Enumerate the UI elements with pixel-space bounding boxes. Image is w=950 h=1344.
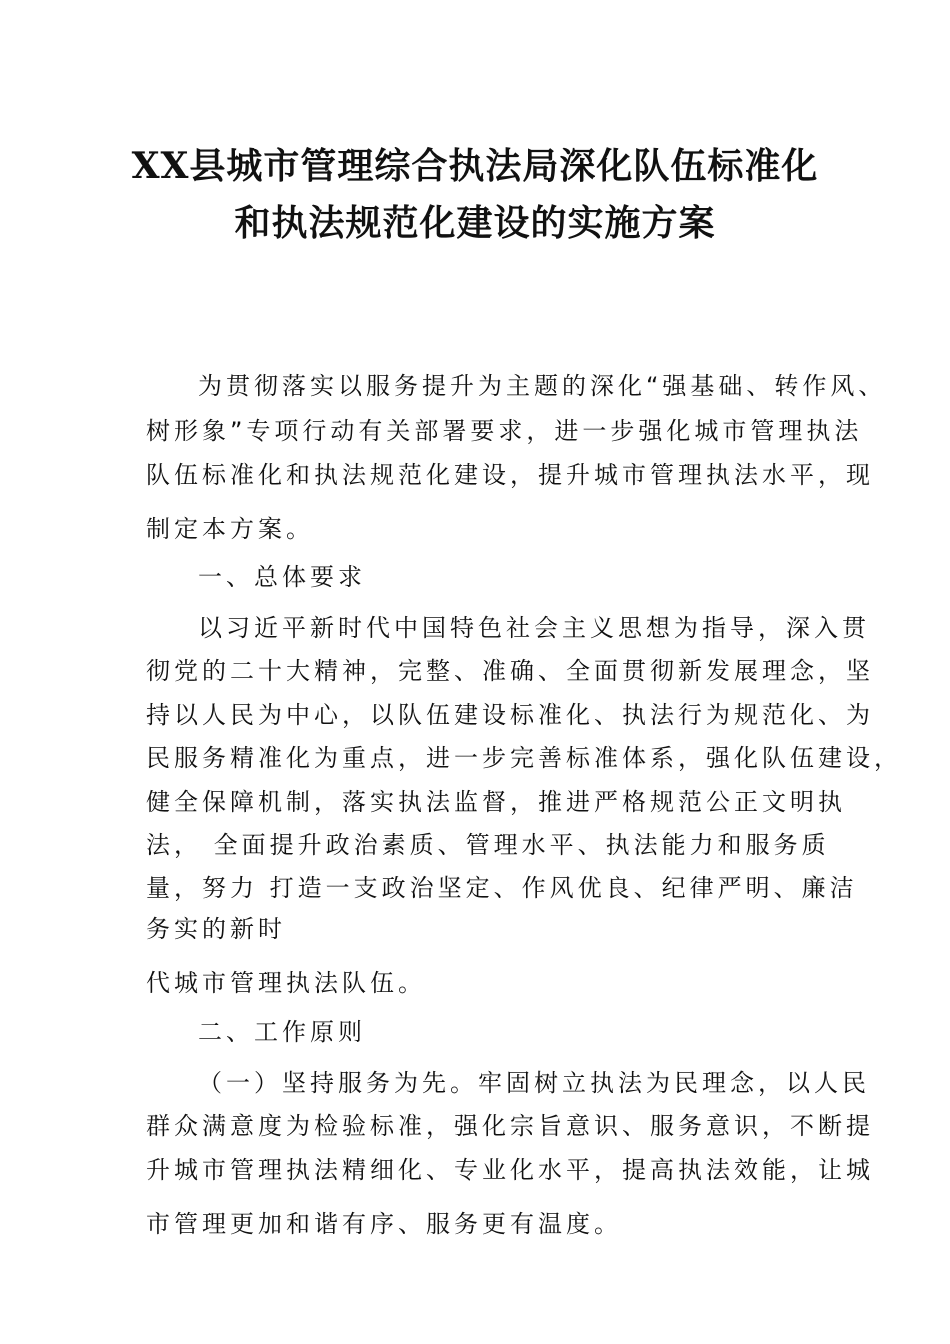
body-line-17: 群众满意度为检验标准，强化宗旨意识、服务意识，不断提	[146, 1112, 874, 1140]
body-line-2: 树形象”专项行动有关部署要求，进一步强化城市管理执法	[146, 417, 863, 445]
body-line-4: 制定本方案。	[146, 515, 314, 543]
body-line-10: 健全保障机制，落实执法监督，推进严格规范公正文明执	[146, 788, 846, 816]
body-line-1: 为贯彻落实以服务提升为主题的深化“强基础、转作风、	[198, 372, 887, 400]
body-line-12: 量，努力 打造一支政治坚定、作风优良、纪律严明、廉洁	[146, 874, 858, 902]
body-line-11: 法， 全面提升政治素质、管理水平、执法能力和服务质	[146, 831, 830, 859]
body-line-6: 以习近平新时代中国特色社会主义思想为指导，深入贯	[198, 614, 870, 642]
body-line-19: 市管理更加和谐有序、服务更有温度。	[146, 1210, 622, 1238]
body-line-8: 持以人民为中心，以队伍建设标准化、执法行为规范化、为	[146, 701, 874, 729]
body-line-7: 彻党的二十大精神，完整、准确、全面贯彻新发展理念，坚	[146, 657, 874, 685]
section-heading-1: 一、总体要求	[198, 563, 366, 591]
body-line-18: 升城市管理执法精细化、专业化水平，提高执法效能，让城	[146, 1156, 874, 1184]
body-line-14: 代城市管理执法队伍。	[146, 969, 426, 997]
document-title-line-1: XX县城市管理综合执法局深化队伍标准化	[131, 145, 819, 187]
document-title-line-2: 和执法规范化建设的实施方案	[234, 202, 716, 244]
body-line-3: 队伍标准化和执法规范化建设，提升城市管理执法水平，现	[146, 461, 874, 489]
body-line-16: （一）坚持服务为先。牢固树立执法为民理念，以人民	[198, 1069, 870, 1097]
section-heading-2: 二、工作原则	[198, 1018, 366, 1046]
body-line-9: 民服务精准化为重点，进一步完善标准体系，强化队伍建设，	[146, 744, 902, 772]
body-line-13: 务实的新时	[146, 915, 286, 943]
